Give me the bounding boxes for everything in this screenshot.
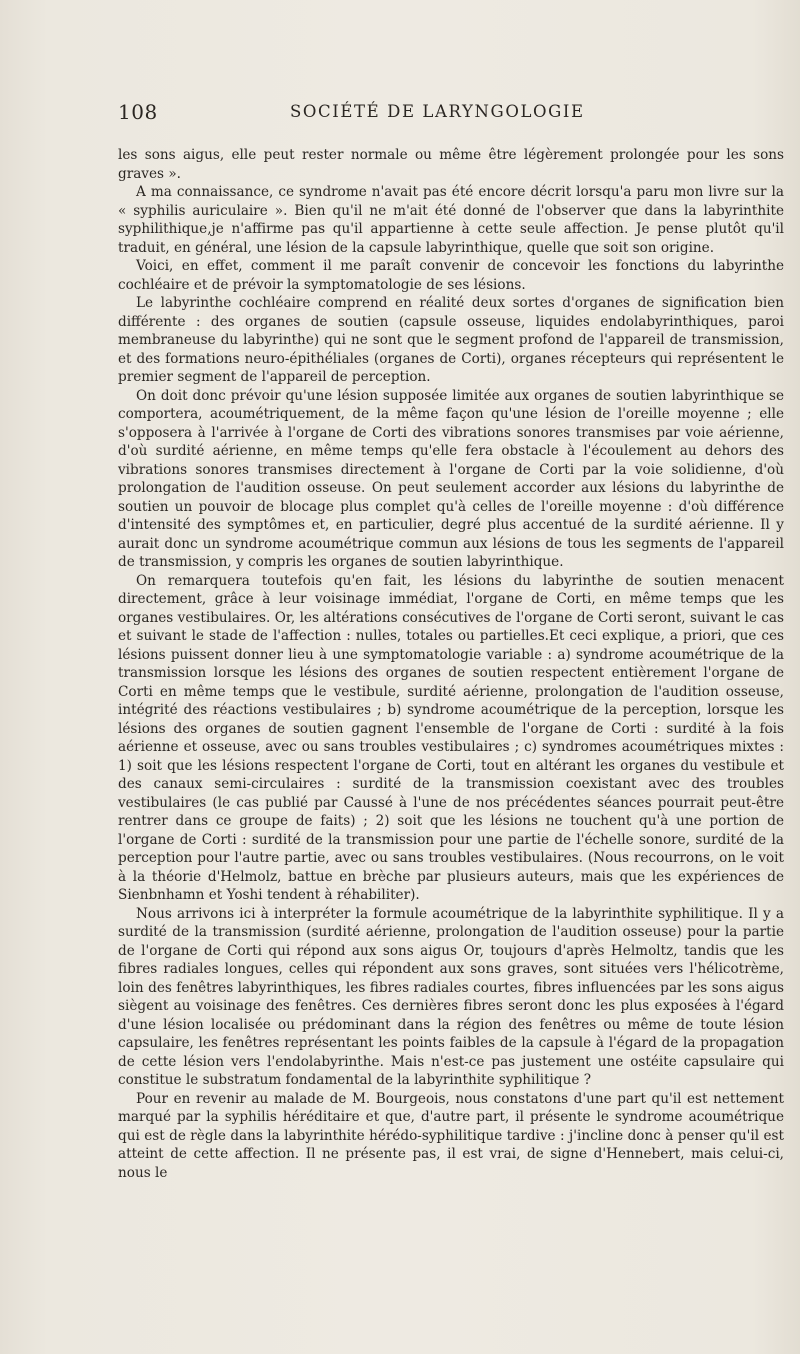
paragraph: On doit donc prévoir qu'une lésion supposée limitée aux organes de soutien labyrinthique se comportera, acoumétriquement, de la même façon qu'une lésion de l'oreille moyenne ; elle s'opposera à l'arrivée à l'organe de Corti des vibrations sonores transmises par voie aérienne, d'où surdité aérienne, en même temps qu'elle fera obstacle à l'écoulement au dehors des vibrations sonores transmises directement à l'organe de Corti par la voie solidienne, d'où prolongation de l'audition osseuse. On peut seulement accorder aux lésions du labyrinthe de soutien un pouvoir de blocage plus complet qu'à celles de l'oreille moyenne : d'où différence d'intensité des symptômes et, en particulier, degré plus accentué de la surdité aérienne. Il y aurait donc un syndrome acoumétrique commun aux lésions de tous les segments de l'appareil de transmission, y compris les organes de soutien labyrinthique. [118, 387, 784, 570]
page-number: 108 [118, 100, 158, 124]
paragraph: Nous arrivons ici à interpréter la formule acoumétrique de la labyrinthite syphilitique. Il y a surdité de la transmission (surdité aérienne, prolongation de l'audition osseuse) pour la partie de l'organe de Corti qui répond aux sons aigus Or, toujours d'après Helmoltz, tandis que les fibres radiales longues, celles qui répondent aux sons graves, sont situées vers l'hélicotrème, loin des fenêtres labyrinthiques, les fibres radiales courtes, fibres influencées par les sons aigus siègent au voisinage des fenêtres. Ces dernières fibres seront donc les plus exposées à l'égard d'une lésion localisée ou prédominant dans la région des fenêtres ou même de toute lésion capsulaire, les fenêtres représentant les points faibles de la capsule à l'égard de la propagation de cette lésion vers l'endolabyrinthe. Mais n'est-ce pas justement une ostéite capsulaire qui constitue le substratum fondamental de la labyrinthite syphilitique ? [118, 905, 784, 1088]
paragraph: Pour en revenir au malade de M. Bourgeois, nous constatons d'une part qu'il est nettement marqué par la syphilis héréditaire et que, d'autre part, il présente le syndrome acoumétrique qui est de règle dans la labyrinthite hérédo-syphilitique tardive : j'incline donc à penser qu'il est atteint de cette affection. Il ne présente pas, il est vrai, de signe d'Hennebert, mais celui-ci, nous le [118, 1090, 784, 1181]
paragraph: A ma connaissance, ce syndrome n'avait pas été encore décrit lorsqu'a paru mon livre sur la « syphilis auriculaire ». Bien qu'il ne m'ait été donné de l'observer que dans la labyrinthite syphilithique,je n'affirme pas qu'il appartienne à cette seule affection. Je pense plutôt qu'il traduit, en général, une lésion de la capsule labyrinthique, quelle que soit son origine. [118, 184, 784, 256]
paragraph: On remarquera toutefois qu'en fait, les lésions du labyrinthe de soutien menacent directement, grâce à leur voisinage immédiat, l'organe de Corti, en même temps que les organes vestibulaires. Or, les altérations consécutives de l'organe de Corti seront, suivant le cas et suivant le stade de l'affection : nulles, totales ou partielles.Et ceci explique, a priori, que ces lésions puissent donner lieu à une symptomatologie variable : a) syndrome acoumétrique de la transmission lorsque les lésions des organes de soutien respectent entièrement l'organe de Corti en même temps que le vestibule, surdité aérienne, prolongation de l'audition osseuse, intégrité des réactions vestibulaires ; b) syndrome acoumétrique de la perception, lorsque les lésions des organes de soutien gagnent l'ensemble de l'organe de Corti : surdité à la fois aérienne et osseuse, avec ou sans troubles vestibulaires ; c) syndromes acoumétriques mixtes : 1) soit que les lésions respectent l'organe de Corti, tout en altérant les organes du vestibule et des canaux semi-circulaires : surdité de la transmission coexistant avec des troubles vestibulaires (le cas publié par Caussé à l'une de nos précédentes séances pourrait peut-être rentrer dans ce groupe de faits) ; 2) soit que les lésions ne touchent qu'à une portion de l'organe de Corti : surdité de la transmission pour une partie de l'échelle sonore, surdité de la perception pour l'autre partie, avec ou sans troubles vestibulaires. (Nous recourrons, on le voit à la théorie d'Helmolz, battue en brèche par plusieurs auteurs, mais que les expériences de Sienbnhamn et Yoshi tendent à réhabiliter). [118, 572, 784, 903]
page-header [118, 100, 718, 140]
running-head: SOCIÉTÉ DE LARYNGOLOGIE [290, 102, 585, 121]
body-text [118, 146, 784, 1182]
paragraph: Voici, en effet, comment il me paraît convenir de concevoir les fonctions du labyrinthe cochléaire et de prévoir la symptomatologie de ses lésions. [118, 258, 784, 293]
paragraph: Le labyrinthe cochléaire comprend en réalité deux sortes d'organes de signification bien différente : des organes de soutien (capsule osseuse, liquides endolabyrinthiques, paroi membraneuse du labyrinthe) qui ne sont que le segment profond de l'appareil de transmission, et des formations neuro-épithéliales (organes de Corti), organes récepteurs qui représentent le premier segment de l'appareil de perception. [118, 295, 784, 385]
paragraph: les sons aigus, elle peut rester normale ou même être légèrement prolongée pour les sons graves ». [118, 147, 784, 182]
